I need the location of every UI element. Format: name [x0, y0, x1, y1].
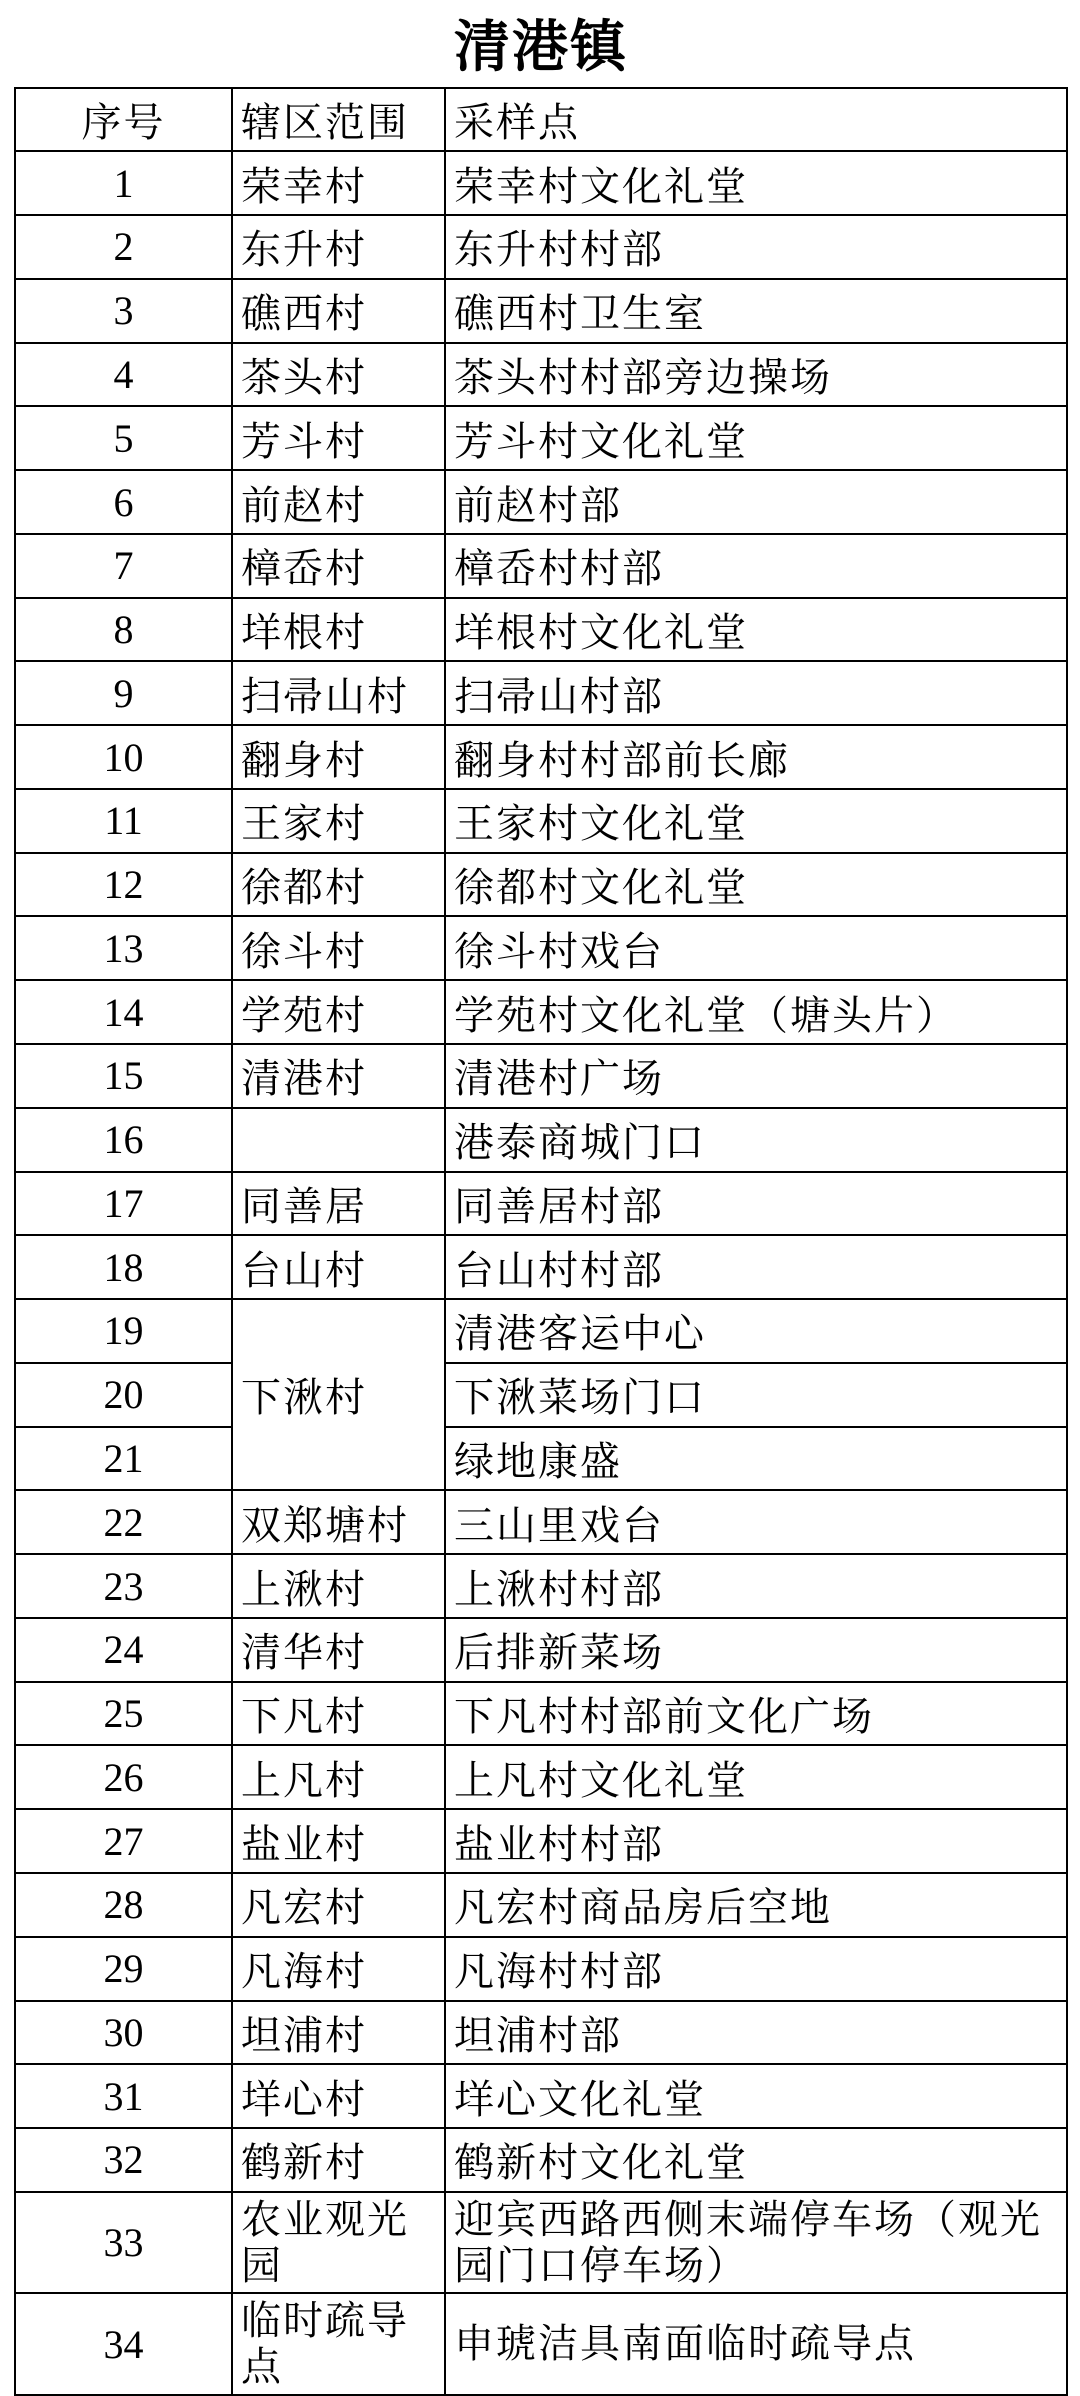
row-seq: 11 — [15, 789, 232, 853]
table-row — [15, 980, 1067, 1044]
row-seq: 18 — [15, 1235, 232, 1299]
table-row — [15, 2128, 1067, 2192]
row-site: 扫帚山村部 — [445, 661, 1067, 725]
row-seq: 8 — [15, 598, 232, 662]
table-row — [15, 1108, 1067, 1172]
row-site: 徐斗村戏台 — [445, 916, 1067, 980]
row-site: 凡海村村部 — [445, 1937, 1067, 2001]
row-area: 徐斗村 — [232, 916, 445, 980]
row-seq: 23 — [15, 1554, 232, 1618]
row-site: 垟根村文化礼堂 — [445, 598, 1067, 662]
row-site: 樟岙村村部 — [445, 534, 1067, 598]
row-area: 坦浦村 — [232, 2001, 445, 2065]
table-row — [15, 2064, 1067, 2128]
table-row — [15, 1299, 1067, 1363]
table-row — [15, 1235, 1067, 1299]
row-site: 垟心文化礼堂 — [445, 2064, 1067, 2128]
row-site: 申琥洁具南面临时疏导点 — [445, 2293, 1067, 2395]
row-area: 学苑村 — [232, 980, 445, 1044]
row-seq: 27 — [15, 1809, 232, 1873]
table-row — [15, 1745, 1067, 1809]
table-row — [15, 1427, 1067, 1491]
header-area: 辖区范围 — [232, 88, 445, 152]
row-area: 礁西村 — [232, 279, 445, 343]
row-area: 王家村 — [232, 789, 445, 853]
table-row — [15, 598, 1067, 662]
row-site: 翻身村村部前长廊 — [445, 725, 1067, 789]
row-area: 清港村 — [232, 1044, 445, 1108]
row-site: 芳斗村文化礼堂 — [445, 406, 1067, 470]
row-seq: 2 — [15, 215, 232, 279]
row-seq: 17 — [15, 1172, 232, 1236]
row-site: 迎宾西路西侧末端停车场（观光园门口停车场） — [445, 2192, 1067, 2294]
row-seq: 4 — [15, 343, 232, 407]
row-area: 台山村 — [232, 1235, 445, 1299]
table-row — [15, 789, 1067, 853]
row-area: 茶头村 — [232, 343, 445, 407]
row-seq: 10 — [15, 725, 232, 789]
table-row — [15, 1682, 1067, 1746]
row-area: 翻身村 — [232, 725, 445, 789]
row-area: 临时疏导点 — [232, 2293, 445, 2395]
row-seq: 32 — [15, 2128, 232, 2192]
row-seq: 9 — [15, 661, 232, 725]
table-row — [15, 2192, 1067, 2294]
table-row — [15, 534, 1067, 598]
table-row — [15, 853, 1067, 917]
row-site: 上凡村文化礼堂 — [445, 1745, 1067, 1809]
row-site: 清港客运中心 — [445, 1299, 1067, 1363]
table-row — [15, 343, 1067, 407]
row-seq: 12 — [15, 853, 232, 917]
table-row — [15, 2293, 1067, 2395]
header-site: 采样点 — [445, 88, 1067, 152]
row-seq: 16 — [15, 1108, 232, 1172]
row-area: 东升村 — [232, 215, 445, 279]
row-seq: 3 — [15, 279, 232, 343]
row-site: 下湫菜场门口 — [445, 1363, 1067, 1427]
row-site: 坦浦村部 — [445, 2001, 1067, 2065]
row-area: 农业观光园 — [232, 2192, 445, 2294]
row-site: 前赵村部 — [445, 470, 1067, 534]
table-row — [15, 1554, 1067, 1618]
row-area: 凡宏村 — [232, 1873, 445, 1937]
table-row — [15, 661, 1067, 725]
row-seq: 14 — [15, 980, 232, 1044]
row-area: 樟岙村 — [232, 534, 445, 598]
table-title-row — [15, 0, 1067, 88]
row-area: 双郑塘村 — [232, 1490, 445, 1554]
row-seq: 5 — [15, 406, 232, 470]
row-seq: 13 — [15, 916, 232, 980]
row-seq: 25 — [15, 1682, 232, 1746]
row-area: 上凡村 — [232, 1745, 445, 1809]
row-site: 清港村广场 — [445, 1044, 1067, 1108]
row-site: 鹤新村文化礼堂 — [445, 2128, 1067, 2192]
row-seq: 28 — [15, 1873, 232, 1937]
row-seq: 29 — [15, 1937, 232, 2001]
row-site: 茶头村村部旁边操场 — [445, 343, 1067, 407]
row-area: 荣幸村 — [232, 151, 445, 215]
row-seq: 19 — [15, 1299, 232, 1363]
row-site: 三山里戏台 — [445, 1490, 1067, 1554]
row-site: 学苑村文化礼堂（塘头片） — [445, 980, 1067, 1044]
row-seq: 33 — [15, 2192, 232, 2294]
table-row — [15, 916, 1067, 980]
sampling-site-table — [14, 0, 1068, 2396]
table-row — [15, 151, 1067, 215]
row-area: 前赵村 — [232, 470, 445, 534]
row-seq: 26 — [15, 1745, 232, 1809]
row-area: 清华村 — [232, 1618, 445, 1682]
row-seq: 31 — [15, 2064, 232, 2128]
row-site: 荣幸村文化礼堂 — [445, 151, 1067, 215]
row-area: 上湫村 — [232, 1554, 445, 1618]
row-seq: 7 — [15, 534, 232, 598]
table-row — [15, 470, 1067, 534]
row-site: 东升村村部 — [445, 215, 1067, 279]
table-row — [15, 1809, 1067, 1873]
row-site: 台山村村部 — [445, 1235, 1067, 1299]
row-seq: 34 — [15, 2293, 232, 2395]
row-site: 后排新菜场 — [445, 1618, 1067, 1682]
table-row — [15, 279, 1067, 343]
table-row — [15, 2001, 1067, 2065]
table-row — [15, 1363, 1067, 1427]
table-row — [15, 1172, 1067, 1236]
row-site: 盐业村村部 — [445, 1809, 1067, 1873]
row-area: 凡海村 — [232, 1937, 445, 2001]
row-area: 芳斗村 — [232, 406, 445, 470]
row-area: 垟根村 — [232, 598, 445, 662]
row-seq: 20 — [15, 1363, 232, 1427]
row-site: 凡宏村商品房后空地 — [445, 1873, 1067, 1937]
row-seq: 1 — [15, 151, 232, 215]
row-seq: 15 — [15, 1044, 232, 1108]
row-site: 王家村文化礼堂 — [445, 789, 1067, 853]
table-row — [15, 1044, 1067, 1108]
header-row — [15, 88, 1067, 152]
row-seq: 30 — [15, 2001, 232, 2065]
table-row — [15, 1490, 1067, 1554]
row-area: 徐都村 — [232, 853, 445, 917]
row-area: 扫帚山村 — [232, 661, 445, 725]
row-area — [232, 1108, 445, 1172]
table-row — [15, 1873, 1067, 1937]
row-site: 徐都村文化礼堂 — [445, 853, 1067, 917]
table-row — [15, 1937, 1067, 2001]
row-site: 下凡村村部前文化广场 — [445, 1682, 1067, 1746]
row-site: 上湫村村部 — [445, 1554, 1067, 1618]
row-area: 盐业村 — [232, 1809, 445, 1873]
row-site: 同善居村部 — [445, 1172, 1067, 1236]
row-seq: 22 — [15, 1490, 232, 1554]
row-area: 鹤新村 — [232, 2128, 445, 2192]
row-area: 下凡村 — [232, 1682, 445, 1746]
row-seq: 21 — [15, 1427, 232, 1491]
row-area: 同善居 — [232, 1172, 445, 1236]
table-title: 清港镇 — [15, 0, 1067, 88]
row-site: 港泰商城门口 — [445, 1108, 1067, 1172]
table-row — [15, 215, 1067, 279]
row-seq: 6 — [15, 470, 232, 534]
row-site: 绿地康盛 — [445, 1427, 1067, 1491]
row-area: 下湫村 — [232, 1299, 445, 1490]
row-area: 垟心村 — [232, 2064, 445, 2128]
table-row — [15, 406, 1067, 470]
header-seq: 序号 — [15, 88, 232, 152]
row-site: 礁西村卫生室 — [445, 279, 1067, 343]
table-row — [15, 725, 1067, 789]
row-seq: 24 — [15, 1618, 232, 1682]
table-row — [15, 1618, 1067, 1682]
